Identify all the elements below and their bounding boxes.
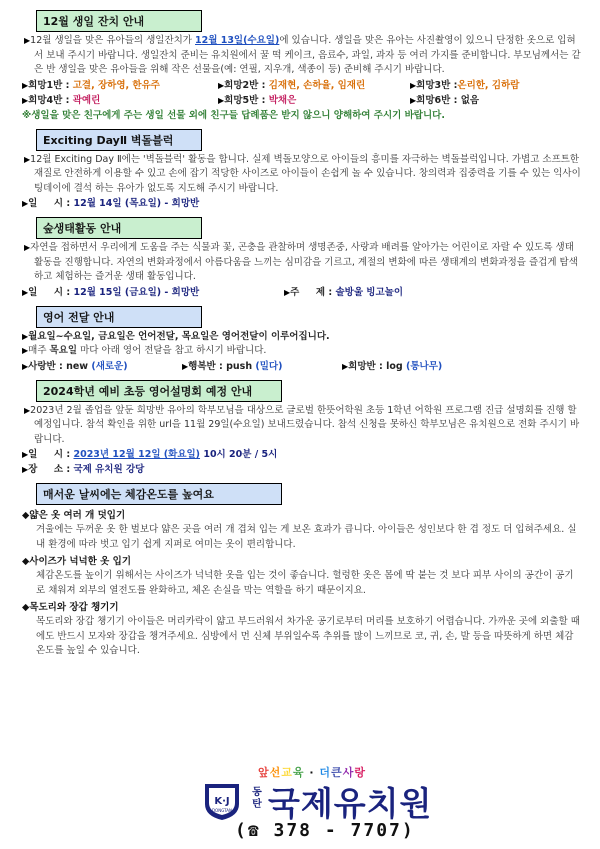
slogan-char: 육 bbox=[292, 766, 305, 779]
english-line-1-text: 월요일~수요일, 금요일은 언어전달, 목요일은 영어전달이 이루어집니다. bbox=[28, 330, 330, 342]
kindergarten-logo bbox=[201, 780, 243, 822]
preschool-date-label: 일 시 : bbox=[28, 449, 74, 460]
preschool-english-text: 2023년 2월 졸업을 앞둔 희망반 유아의 학부모님을 대상으로 글로벌 한뜻어학원 초등 1학년 어학원 프로그램 진급 설명회를 진행 할 예정입니다. 참석 확인을 위한 url을 11월 29일(수요일) 보내드렸습니다. 참석 신청을 못하신 학부모님은 유치원으로 전화 주시기 바랍니다. bbox=[30, 404, 580, 445]
forest-paragraph bbox=[22, 241, 582, 285]
exciting-day-date-label: 일 시 : bbox=[28, 198, 74, 209]
birthday-names-row-1 bbox=[22, 79, 582, 93]
tip-2-body: 체감온도를 높이기 위해서는 사이즈가 넉넉한 옷을 입는 것이 좋습니다. 헐렁한 옷은 몸에 딱 붙는 것 보다 피부 사이의 공간이 공기로 채워져 외부의 열전도를 완화하고, 체온 손실을 막는 역할을 하기 때문이지요. bbox=[36, 570, 574, 596]
slogan-char: 교 bbox=[281, 766, 293, 779]
arrow-icon: ▶ bbox=[22, 331, 29, 341]
logo-small-text: DONGTAN bbox=[211, 808, 233, 813]
arrow-icon: ▶ bbox=[24, 405, 31, 415]
preschool-date-time: 10시 20분 / 5시 bbox=[200, 449, 278, 460]
arrow-icon: ▶ bbox=[22, 199, 29, 208]
tip-2-heading: ◆사이즈가 넉넉한 옷 입기 bbox=[22, 556, 131, 567]
birthday-date: 12월 13일(수요일) bbox=[195, 35, 280, 46]
english-title: 영어 전달 안내 bbox=[36, 306, 202, 328]
dongtan-label: 동탄 bbox=[252, 787, 262, 810]
english-class-1-label: 사랑반 : new bbox=[28, 360, 92, 372]
class-1-label: 희망1반 : bbox=[28, 79, 73, 91]
forest-info-row bbox=[22, 286, 582, 300]
preschool-english-place-row bbox=[22, 463, 582, 477]
exciting-day-date-value: 12월 14일 (목요일) - 희망반 bbox=[73, 198, 200, 209]
birthday-text-b: 에 있습니다. 생일을 맞은 유아는 사진촬영이 있으니 단정한 옷으로 입혀서 보내 주시기 바랍니다. 생일잔치 준비는 유치원에서 꿀 떡 케이크, 음료수, 과일, 과자 등 여러 가지를 준비합니다. 부모님께서는 같은 반 생일을 맞은 유아들을 위해 작은 선물을(예: 연필, 지우개, 색종이 등) 준비해 주시기 바랍니다. bbox=[34, 35, 581, 75]
kindergarten-name: 국제유치원 bbox=[268, 784, 433, 823]
slogan-char: 선 bbox=[269, 766, 282, 779]
birthday-title: 12월 생일 잔치 안내 bbox=[36, 10, 202, 32]
slogan-char: 큰 bbox=[331, 766, 343, 779]
arrow-icon: ▶ bbox=[22, 465, 29, 474]
arrow-icon: ▶ bbox=[24, 36, 31, 45]
arrow-icon: ▶ bbox=[22, 287, 29, 297]
arrow-icon: ▶ bbox=[218, 95, 225, 105]
birthday-note-text: 생일을 맞은 친구에게 주는 생일 선물 외에 친구들 답례품은 받지 않으니 양해하여 주시기 바랍니다. bbox=[31, 109, 445, 121]
slogan-char: 사 bbox=[342, 766, 355, 779]
preschool-english-title: 2024학년 예비 초등 영어설명회 예정 안내 bbox=[36, 380, 282, 402]
arrow-icon: ▶ bbox=[24, 243, 31, 252]
class-6-names: 없음 bbox=[460, 94, 480, 106]
slogan-char: 더 bbox=[319, 766, 332, 779]
forest-title: 숲생태활동 안내 bbox=[36, 217, 202, 239]
forest-theme-label: 주 제 : bbox=[290, 286, 336, 298]
exciting-day-section bbox=[22, 127, 582, 212]
class-4-label: 희망4반 : bbox=[28, 94, 73, 106]
arrow-icon: ▶ bbox=[24, 154, 31, 164]
preschool-place-label: 장 소 : bbox=[28, 464, 74, 475]
english-class-3-value: (통나무) bbox=[406, 360, 443, 372]
english-line-2-a: 매주 bbox=[28, 345, 50, 356]
arrow-icon: ▶ bbox=[182, 361, 189, 371]
forest-date-label: 일 시 : bbox=[28, 286, 74, 298]
english-line-2-b: 목요일 bbox=[49, 345, 78, 356]
arrow-icon: ▶ bbox=[284, 287, 291, 297]
phone-number: (☎ 378 - 7707) bbox=[235, 820, 415, 841]
tip-3-body: 목도리와 장갑 챙기기 아이들은 머리카락이 얇고 부드러워서 차가운 공기로부터 머리를 보호하기 어렵습니다. 가까운 곳에 외출할 때에도 반드시 모자와 장갑을 챙겨주세요. 심방에서 먼 신체 부위일수록 추위를 많이 느끼므로 코, 귀, 손, 발 등을 따뜻하게 하면 체감온도를 높일 수 있습니다. bbox=[36, 616, 580, 656]
slogan-char: 랑 bbox=[354, 766, 366, 779]
arrow-icon: ▶ bbox=[22, 346, 29, 355]
arrow-icon: ▶ bbox=[342, 361, 349, 371]
class-4-names: 곽예린 bbox=[72, 94, 101, 106]
preschool-english-date-row bbox=[22, 448, 582, 462]
class-3-names: 온리한, 김하람 bbox=[457, 79, 520, 91]
english-class-3-label: 희망반 : log bbox=[348, 360, 406, 372]
exciting-day-title: Exciting DayⅡ 벽돌블럭 bbox=[36, 129, 202, 151]
newsletter-page bbox=[22, 8, 582, 663]
slogan-char: · bbox=[304, 766, 320, 779]
class-6-label: 희망6반 : bbox=[416, 94, 461, 106]
exciting-day-date-row bbox=[22, 197, 582, 211]
preschool-date-value: 2023년 12월 12일 (화요일) bbox=[73, 449, 201, 460]
class-2-names: 김재현, 손하율, 임재린 bbox=[268, 79, 366, 91]
winter-tips-title: 매서운 날씨에는 체감온도를 높여요 bbox=[36, 483, 282, 505]
class-3-label: 희망3반 : bbox=[416, 79, 458, 91]
english-section bbox=[22, 304, 582, 374]
english-line-2 bbox=[22, 344, 582, 359]
birthday-text-a: 12월 생일을 맞은 유아들의 생일잔치가 bbox=[30, 35, 195, 46]
class-2-label: 희망2반 : bbox=[224, 79, 269, 91]
english-line-2-c: 마다 아래 영어 전달을 참고 하시기 바랍니다. bbox=[77, 345, 267, 356]
class-5-names: 박채은 bbox=[268, 94, 297, 106]
arrow-icon: ▶ bbox=[22, 80, 29, 90]
logo-emblem-icon bbox=[201, 780, 243, 822]
forest-date-value: 12월 15일 (금요일) - 희망반 bbox=[73, 286, 200, 298]
exciting-day-paragraph bbox=[22, 153, 582, 197]
arrow-icon: ▶ bbox=[218, 80, 225, 90]
birthday-section bbox=[22, 8, 582, 123]
tip-3-heading: ◆목도리와 장갑 챙기기 bbox=[22, 602, 119, 613]
arrow-icon: ▶ bbox=[410, 80, 417, 90]
preschool-english-paragraph bbox=[22, 404, 582, 448]
forest-theme-value: 솔방울 빙고놀이 bbox=[335, 286, 404, 298]
arrow-icon: ▶ bbox=[410, 95, 417, 105]
arrow-icon: ▶ bbox=[22, 95, 29, 105]
english-line-1 bbox=[22, 330, 582, 345]
tip-1-heading: ◆얇은 옷 여러 개 덧입기 bbox=[22, 510, 126, 521]
english-class-2-label: 행복반 : push bbox=[188, 360, 256, 372]
forest-text: 자연을 접하면서 우리에게 도움을 주는 식물과 꽃, 곤충을 관찰하며 생명존중, 사랑과 배려를 알아가는 어린이로 자랄 수 있도록 생태활동을 진행합니다. 자연의 변화과정에서 아름다움을 느끼는 심미감을 기르고, 계절의 변화에 따른 생태계의 변화과정을 즐겁게 탐색하고 체험하는 즐거운 생태 활동입니다. bbox=[30, 242, 578, 282]
birthday-names-row-2 bbox=[22, 94, 582, 108]
preschool-place-value: 국제 유치원 강당 bbox=[73, 464, 145, 475]
english-class-1-value: (새로운) bbox=[91, 360, 128, 372]
birthday-note bbox=[22, 109, 582, 123]
logo-letters: K·J bbox=[214, 796, 230, 807]
exciting-day-text: 12월 Exciting Day Ⅱ에는 '벽돌블럭' 활동을 합니다. 실제 벽돌모양으로 아이들의 흥미를 자극하는 벽돌블럭입니다. 가볍고 소프트한 재질로 안전하게 이용할 수 있고 손에 잡기 적당한 사이즈로 아이들이 손쉽게 놀 수 있습니다. 창의력과 집중력을 기를 수 있는 익사이팅데이에 결석 하는 유아가 없도록 지도해 주시기 바랍니다. bbox=[30, 153, 581, 194]
preschool-english-section bbox=[22, 378, 582, 478]
english-words-row bbox=[22, 360, 582, 374]
arrow-icon: ▶ bbox=[22, 361, 29, 371]
english-class-2-value: (밀다) bbox=[255, 360, 283, 372]
asterisk-icon: ※ bbox=[22, 109, 32, 121]
winter-tips-section bbox=[22, 481, 582, 659]
forest-section bbox=[22, 215, 582, 300]
footer bbox=[0, 762, 600, 847]
birthday-paragraph bbox=[22, 34, 582, 78]
slogan-char: 앞 bbox=[258, 766, 270, 779]
tip-1-body: 겨울에는 두꺼운 옷 한 벌보다 얇은 곳을 여러 개 겹쳐 입는 게 보온 효과가 큽니다. 아이들은 성인보다 한 겹 정도 더 입혀주세요. 실내 환경에 따라 벗고 입기 쉽게 지퍼로 여미는 옷이 편리합니다. bbox=[36, 524, 577, 550]
class-1-names: 고결, 장하영, 한유주 bbox=[72, 79, 160, 91]
arrow-icon: ▶ bbox=[22, 450, 29, 459]
class-5-label: 희망5반 : bbox=[224, 94, 269, 106]
